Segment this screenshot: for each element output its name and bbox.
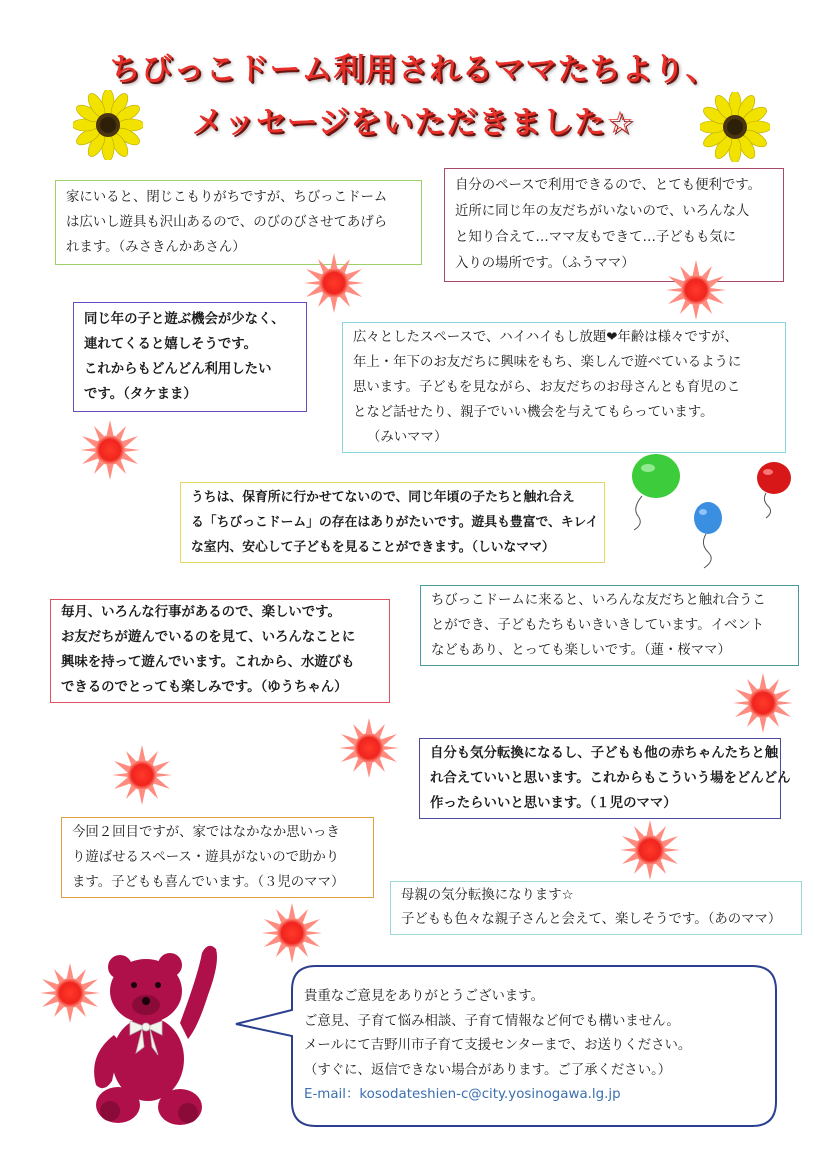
message-line: 連れてくると嬉しそうです。 [84, 337, 258, 352]
page-subtitle: メッセージをいただきました☆ [192, 105, 635, 141]
message-card [55, 180, 422, 265]
message-line: 同じ年の子と遊ぶ機会が少なく、 [84, 312, 285, 327]
sunflower-icon [73, 90, 143, 160]
notice-line: 貴重なご意見をありがとうございます。 [304, 989, 544, 1004]
notice-line: メールにて吉野川市子育て支援センターまで、お送りください。 [304, 1038, 692, 1053]
message-line: と知り合えて…ママ友もできて…子どもも気に [455, 230, 737, 245]
message-line: 近所に同じ年の友だちがいないので、いろんな人 [455, 204, 750, 219]
message-card [444, 168, 784, 282]
message-line: お友だちが遊んでいるのを見て、いろんなことに [61, 630, 356, 645]
sun-icon [80, 420, 140, 480]
notice-text [304, 985, 754, 1108]
sun-icon [304, 253, 364, 313]
message-line: などもあり、とっても楽しいです。（蓮・桜ママ） [431, 643, 731, 658]
notice-line: （すぐに、返信できない場合があります。ご了承ください。） [304, 1062, 672, 1078]
message-line: れ合えていいと思います。これからもこういう場をどんどん [430, 771, 791, 786]
message-line: 興味を持って遊んでいます。これから、水遊びも [61, 655, 355, 670]
message-line: ちびっこドームに来ると、いろんな友だちと触れ合うこ [431, 593, 766, 608]
message-line: 今回２回目ですが、家ではなかなか思いっき [72, 825, 340, 840]
sun-icon [112, 745, 172, 805]
balloon-icon [618, 452, 688, 532]
message-card [390, 881, 802, 935]
message-line: うちは、保育所に行かせてないので、同じ年頃の子たちと触れ合え [191, 490, 575, 505]
teddy-bear-icon [70, 935, 230, 1135]
contact-email[interactable]: E-mail：kosodateshien-c@city.yosinogawa.lg.jp [304, 1087, 621, 1102]
balloon-icon [748, 460, 798, 520]
page-title: ちびっこドーム利用されるママたちより、 [109, 52, 718, 88]
sunflower-icon [700, 92, 770, 162]
message-line: できるのでとっても楽しみです。（ゆうちゃん） [61, 680, 348, 695]
message-line: 毎月、いろんな行事があるので、楽しいです。 [61, 605, 341, 620]
message-line: れます。（みさきんかあさん） [66, 240, 246, 255]
message-line: 思います。子どもを見ながら、お友だちのお母さんとも育児のこ [353, 380, 741, 395]
message-line: 年上・年下のお友だちに興味をもち、楽しんで遊べているように [353, 355, 742, 370]
message-line: 広々としたスペースで、ハイハイもし放題❤年齢は様々ですが、 [353, 330, 738, 345]
sun-icon [666, 260, 726, 320]
message-line: り遊ばせるスペース・遊具がないので助かり [72, 850, 340, 865]
message-line: 自分も気分転換になるし、子どもも他の赤ちゃんたちと触 [430, 746, 779, 761]
message-line: 自分のペースで利用できるので、とても便利です。 [455, 178, 761, 193]
message-line: とができ、子どもたちもいきいきしています。イベント [431, 618, 765, 633]
message-line: 母親の気分転換になります☆ [401, 888, 574, 903]
message-card [342, 322, 786, 453]
balloon-icon [688, 500, 728, 570]
message-line: 子どもも色々な親子さんと会えて、楽しそうです。（あのママ） [401, 912, 782, 927]
message-line: ます。子どもも喜んでいます。（３児のママ） [72, 875, 345, 890]
message-line: な室内、安心して子どもを見ることができます。（しいなママ） [191, 540, 555, 555]
message-line: 入りの場所です。（ふうママ） [455, 256, 635, 271]
sun-icon [262, 903, 322, 963]
sun-icon [620, 820, 680, 880]
message-line: る「ちびっこドーム」の存在はありがたいです。遊具も豊富で、キレイ [191, 515, 599, 530]
notice-line: ご意見、子育て悩み相談、子育て情報など何でも構いません。 [304, 1013, 680, 1029]
message-line: （みいママ） [367, 430, 448, 445]
message-card [73, 302, 307, 412]
message-card [61, 817, 374, 898]
message-line: 作ったらいいと思います。（１児のママ） [430, 796, 677, 811]
message-card [420, 585, 799, 666]
sun-icon [733, 673, 793, 733]
message-card [50, 599, 390, 703]
message-card [419, 738, 791, 819]
message-card [180, 482, 605, 563]
sun-icon [339, 718, 399, 778]
message-line: です。（タケまま） [84, 387, 197, 402]
message-line: これからもどんどん利用したい [84, 362, 272, 377]
message-line: 家にいると、閉じこもりがちですが、ちびっこドーム [66, 190, 388, 205]
message-line: は広いし遊具も沢山あるので、のびのびさせてあげら [66, 215, 388, 230]
message-line: となど話せたり、親子でいい機会を与えてもらっています。 [353, 405, 714, 420]
